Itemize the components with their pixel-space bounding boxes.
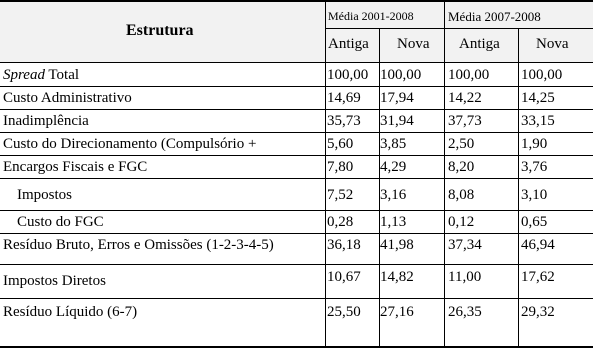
cell-value: 100,00 <box>448 67 490 83</box>
cell-value: 8,08 <box>448 187 475 203</box>
cell-value: 41,98 <box>380 237 414 253</box>
row-rule <box>0 178 593 179</box>
row-label: Impostos <box>17 187 73 203</box>
cell-value: 35,73 <box>327 113 361 129</box>
spread-rest: Total <box>44 67 80 83</box>
cell-value: 1,90 <box>521 136 548 152</box>
cell-value: 8,20 <box>448 159 475 175</box>
cell-value: 36,18 <box>327 237 361 253</box>
col-rule <box>444 2 445 347</box>
cell-value: 0,12 <box>448 214 475 230</box>
row-label: Custo do Direcionamento (Compulsório + <box>3 136 257 152</box>
col-rule <box>325 2 326 347</box>
top-rule <box>0 0 593 2</box>
cell-value: 11,00 <box>448 269 482 285</box>
cell-value: 10,67 <box>327 269 361 285</box>
cell-value: 3,76 <box>521 159 548 175</box>
cell-value: 0,65 <box>521 214 548 230</box>
period2-old-header: Antiga <box>459 36 500 52</box>
cell-value: 3,10 <box>521 187 548 203</box>
spread-italic: Spread <box>3 67 45 83</box>
period1-new-header: Nova <box>397 36 430 52</box>
period2-new-header: Nova <box>536 36 569 52</box>
period-subheader-rule <box>325 28 593 29</box>
cell-value: 37,34 <box>448 237 482 253</box>
cell-value: 17,94 <box>380 90 414 106</box>
cell-value: 14,69 <box>327 90 361 106</box>
row-rule <box>0 233 593 234</box>
row-label: Resíduo Bruto, Erros e Omissões (1-2-3-4-5) <box>3 237 274 253</box>
row-rule <box>0 210 593 211</box>
row-label: Encargos Fiscais e FGC <box>3 159 148 175</box>
row-rule <box>0 109 593 110</box>
row-rule <box>0 132 593 133</box>
cell-value: 37,73 <box>448 113 482 129</box>
row-label: Resíduo Líquido (6-7) <box>3 304 138 320</box>
cell-value: 100,00 <box>380 67 422 83</box>
cell-value: 33,15 <box>521 113 555 129</box>
cell-value: 26,35 <box>448 304 482 320</box>
row-label-spread-total <box>3 67 79 84</box>
row-label: Custo Administrativo <box>3 90 132 106</box>
col-rule <box>518 28 519 347</box>
period1-header: Média 2001-2008 <box>328 9 414 23</box>
cell-value: 3,85 <box>380 136 407 152</box>
cell-value: 25,50 <box>327 304 361 320</box>
cell-value: 14,25 <box>521 90 555 106</box>
header-bottom-rule <box>0 62 593 63</box>
cell-value: 29,32 <box>521 304 555 320</box>
cell-value: 100,00 <box>327 67 369 83</box>
cell-value: 1,13 <box>380 214 407 230</box>
cell-value: 0,28 <box>327 214 354 230</box>
cell-value: 31,94 <box>380 113 414 129</box>
cell-value: 100,00 <box>521 67 563 83</box>
cell-value: 14,82 <box>380 269 414 285</box>
row-rule <box>0 155 593 156</box>
structure-header: Estrutura <box>126 22 194 39</box>
row-label: Impostos Diretos <box>3 273 106 289</box>
period2-header: Média 2007-2008 <box>448 9 541 24</box>
cell-value: 7,80 <box>327 159 354 175</box>
cell-value: 14,22 <box>448 90 482 106</box>
row-label: Inadimplência <box>3 113 89 129</box>
cell-value: 4,29 <box>380 159 407 175</box>
row-rule <box>0 86 593 87</box>
cell-value: 46,94 <box>521 237 555 253</box>
row-rule <box>0 298 593 299</box>
row-rule <box>0 264 593 265</box>
cell-value: 17,62 <box>521 269 555 285</box>
cell-value: 2,50 <box>448 136 475 152</box>
cell-value: 5,60 <box>327 136 354 152</box>
bottom-rule <box>0 346 593 348</box>
period1-old-header: Antiga <box>328 36 369 52</box>
cell-value: 27,16 <box>380 304 414 320</box>
cell-value: 3,16 <box>380 187 407 203</box>
cell-value: 7,52 <box>327 187 354 203</box>
row-label: Custo do FGC <box>17 214 104 230</box>
